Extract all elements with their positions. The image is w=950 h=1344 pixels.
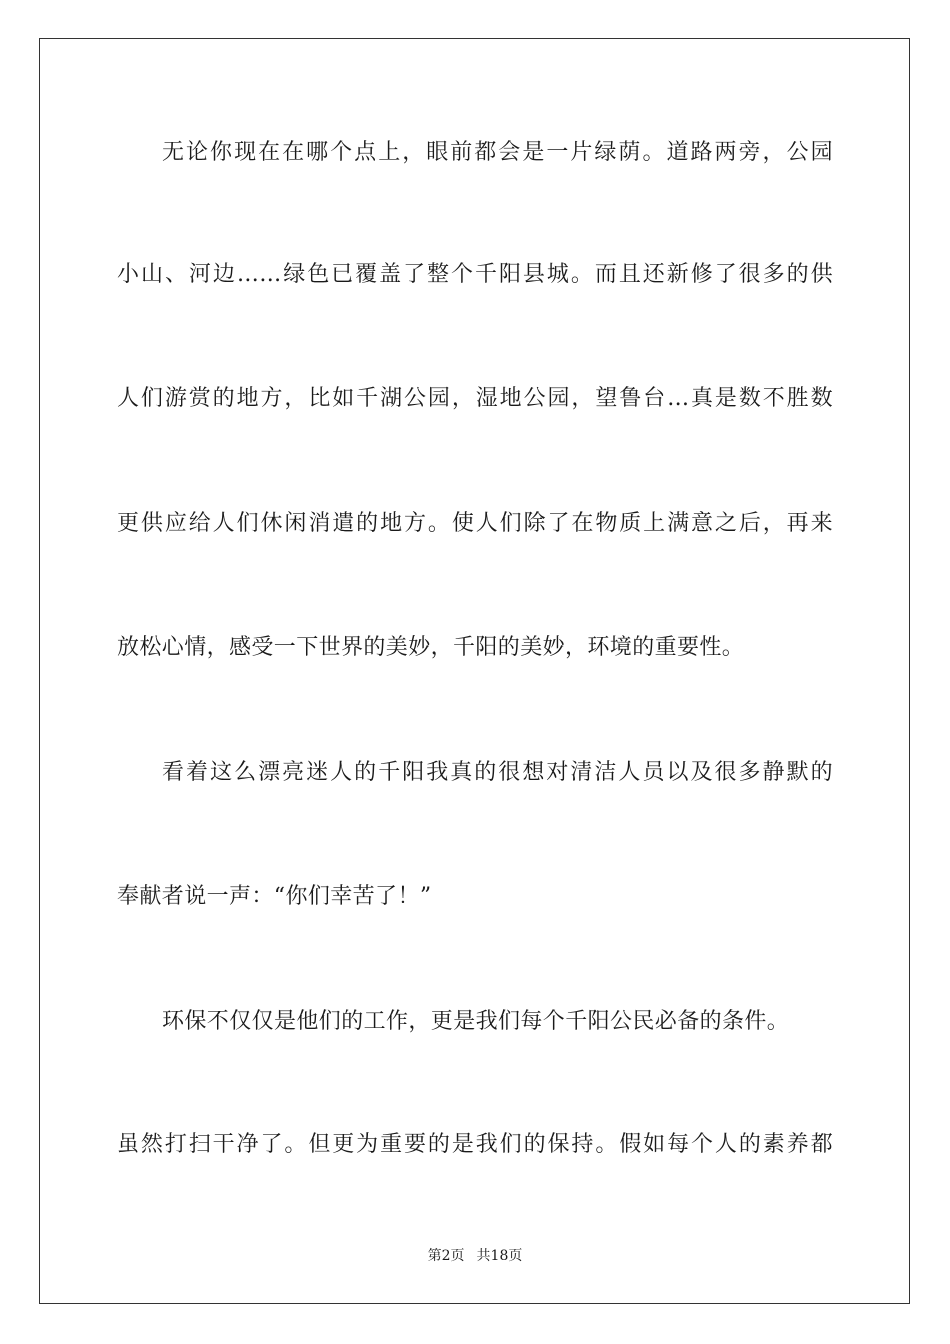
text-line-3: 人们游赏的地方，比如千湖公园，湿地公园，望鲁台…真是数不胜数	[117, 386, 833, 411]
text-line-4: 更供应给人们休闲消遣的地方。使人们除了在物质上满意之后，再来	[117, 511, 833, 536]
text-line-9: 虽然打扫干净了。但更为重要的是我们的保持。假如每个人的素养都	[117, 1132, 833, 1157]
page-total: 共18页	[476, 1248, 523, 1264]
page-number: 第2页	[427, 1248, 465, 1264]
text-line-7: 奉献者说一声：“你们幸苦了！”	[117, 884, 432, 909]
text-line-1: 无论你现在在哪个点上，眼前都会是一片绿荫。道路两旁，公园	[162, 140, 833, 165]
page-footer	[0, 1246, 950, 1266]
page-border	[39, 38, 910, 1304]
text-line-6: 看着这么漂亮迷人的千阳我真的很想对清洁人员以及很多静默的	[162, 760, 833, 785]
text-line-8: 环保不仅仅是他们的工作，更是我们每个千阳公民必备的条件。	[162, 1009, 790, 1034]
text-line-2: 小山、河边……绿色已覆盖了整个千阳县城。而且还新修了很多的供	[117, 262, 833, 287]
text-line-5: 放松心情，感受一下世界的美妙，千阳的美妙，环境的重要性。	[117, 635, 745, 660]
